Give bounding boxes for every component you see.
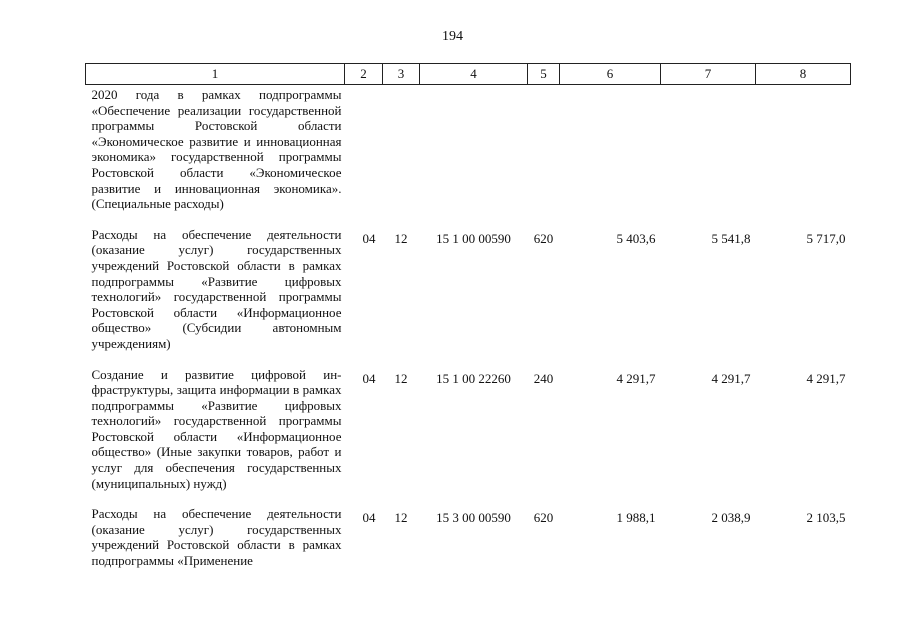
expense-description: Создание и развитие цифровой инфраструктуры, защита информации в рамках подпрограммы «Развитие цифровых технологий» государственной программы Ростовской области «Информационное общество» (Иные закупки товаров, работ и услуг для обеспечения государственных (муниципальных) нужд) (91, 366, 342, 491)
section-code: 04 (362, 370, 376, 386)
column-number-header: 1 (86, 64, 345, 85)
target-article-code: 15 1 00 22260 (436, 370, 511, 386)
table-row (86, 85, 851, 225)
target-article-code: 15 1 00 00590 (436, 230, 511, 246)
expense-description: Расходы на обеспечение деятельности (оказание услуг) государственных учреждений Ростовской области в рамках подпрограммы «Развитие цифровых технологий» государственной программы Ростовской области «Информационное общество» (Субсидии автономным учреждениям) (91, 226, 342, 351)
column-number-header: 2 (345, 64, 383, 85)
amount-2020: 4 291,7 (616, 370, 656, 386)
budget-table (85, 63, 851, 582)
amount-2021: 2 038,9 (711, 510, 751, 526)
section-code: 04 (362, 230, 376, 246)
amount-2022 (756, 85, 851, 225)
table-row (86, 504, 851, 581)
amount-2021: 4 291,7 (711, 370, 751, 386)
expense-description: 2020 года в рамках подпрограммы «Обеспечение реализации государственной программы Ростовской области «Экономическое развитие и инновационная экономика» государственной программы Ростовской области «Экономическое развитие и инновационная экономика». (Специальные расходы) (91, 87, 342, 212)
amount-2020: 5 403,6 (616, 230, 656, 246)
amount-2022: 5 717,0 (806, 230, 846, 246)
column-number-header: 8 (756, 64, 851, 85)
page-number: 194 (442, 29, 463, 44)
column-number-header: 3 (383, 64, 420, 85)
section-code: 04 (362, 510, 376, 526)
table-row (86, 225, 851, 365)
subsection-code: 12 (394, 370, 408, 386)
expense-type-code: 240 (533, 370, 554, 386)
expense-type-code (528, 85, 560, 225)
column-number-header: 5 (528, 64, 560, 85)
amount-2022: 4 291,7 (806, 370, 846, 386)
column-number-header: 7 (661, 64, 756, 85)
column-number-header: 4 (420, 64, 528, 85)
target-article-code: 15 3 00 00590 (436, 510, 511, 526)
table-header-row (86, 64, 851, 85)
subsection-code: 12 (394, 230, 408, 246)
amount-2021 (661, 85, 756, 225)
section-code (345, 85, 383, 225)
amount-2020: 1 988,1 (616, 510, 656, 526)
amount-2021: 5 541,8 (711, 230, 751, 246)
amount-2022: 2 103,5 (806, 510, 846, 526)
column-number-header: 6 (560, 64, 661, 85)
expense-description: Расходы на обеспечение деятельности (оказание услуг) государственных учреждений Ростовской области в рамках подпрограммы «Применение (91, 506, 342, 569)
subsection-code (383, 85, 420, 225)
target-article-code (420, 85, 528, 225)
amount-2020 (560, 85, 661, 225)
expense-type-code: 620 (533, 510, 554, 526)
table-row (86, 365, 851, 505)
subsection-code: 12 (394, 510, 408, 526)
expense-type-code: 620 (533, 230, 554, 246)
